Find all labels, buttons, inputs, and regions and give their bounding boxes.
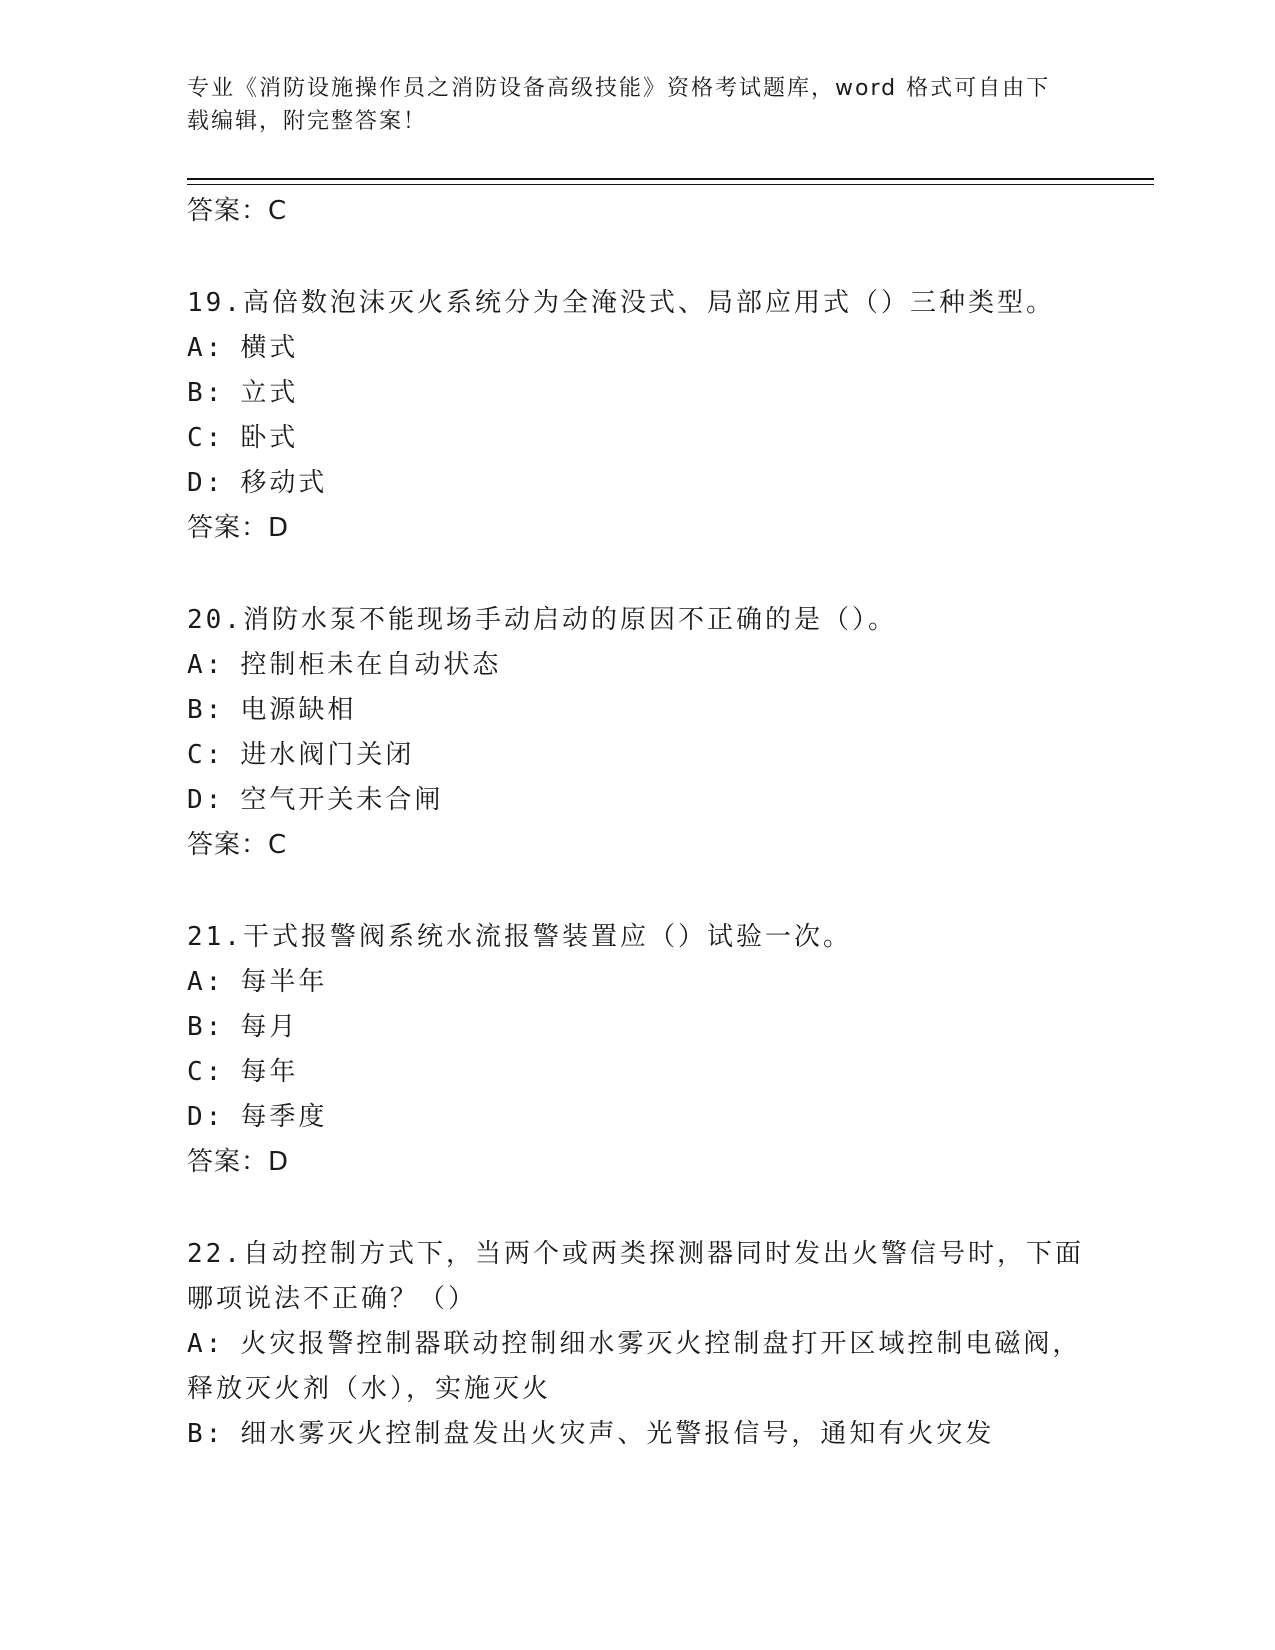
question-21-option-c [187, 1050, 1087, 1095]
question-19-option-a [187, 326, 1087, 371]
question-20-option-d [187, 778, 1087, 823]
option-text: 控制柜未在自动状态 [240, 650, 502, 680]
question-21-option-b [187, 1005, 1087, 1050]
option-text: 空气开关未合闸 [240, 785, 444, 815]
option-text: 每季度 [240, 1102, 328, 1132]
option-letter: B: [187, 695, 225, 725]
question-20 [187, 598, 1087, 868]
document-header [187, 72, 1067, 138]
question-21-option-d [187, 1095, 1087, 1140]
question-20-option-a [187, 643, 1087, 688]
option-letter: A: [187, 650, 225, 680]
question-20-answer: 答案：C [187, 830, 288, 860]
question-22-text-line-1: 22.自动控制方式下，当两个或两类探测器同时发出火警信号时，下面 [187, 1239, 1084, 1269]
option-letter: A: [187, 967, 225, 997]
option-letter: C: [187, 740, 225, 770]
option-letter: C: [187, 423, 225, 453]
question-22-option-b [187, 1412, 1087, 1457]
option-text: 每月 [240, 1012, 299, 1042]
option-text: 立式 [240, 378, 299, 408]
option-letter: B: [187, 378, 225, 408]
option-text: 进水阀门关闭 [240, 740, 415, 770]
option-letter: B: [187, 1012, 225, 1042]
header-line-1: 专业《消防设施操作员之消防设备高级技能》资格考试题库，word 格式可自由下 [187, 76, 1051, 101]
question-20-option-c [187, 733, 1087, 778]
question-19 [187, 281, 1087, 551]
previous-answer: 答案：C [187, 196, 288, 226]
question-22-option-a [187, 1322, 1087, 1367]
question-19-answer: 答案：D [187, 513, 290, 543]
option-text: 火灾报警控制器联动控制细水雾灭火控制盘打开区域控制电磁阀， [240, 1329, 1082, 1359]
question-22-option-a-continuation: 释放灭火剂（水），实施灭火 [187, 1374, 552, 1404]
option-letter: D: [187, 468, 225, 498]
question-list [187, 189, 1087, 1457]
question-20-option-b [187, 688, 1087, 733]
header-divider-thick [187, 178, 1154, 180]
option-text: 电源缺相 [240, 695, 357, 725]
question-19-option-d [187, 461, 1087, 506]
question-21-option-a [187, 960, 1087, 1005]
option-letter: D: [187, 785, 225, 815]
option-letter: D: [187, 1102, 225, 1132]
option-letter: C: [187, 1057, 225, 1087]
option-letter: A: [187, 1329, 225, 1359]
header-line-2: 载编辑，附完整答案！ [187, 109, 428, 134]
question-21 [187, 915, 1087, 1185]
option-text: 移动式 [240, 468, 328, 498]
question-20-text: 20.消防水泵不能现场手动启动的原因不正确的是（）。 [187, 605, 897, 635]
option-text: 每年 [240, 1057, 299, 1087]
question-22 [187, 1232, 1087, 1457]
option-text: 每半年 [240, 967, 328, 997]
option-text: 细水雾灭火控制盘发出火灾声、光警报信号，通知有火灾发 [240, 1419, 995, 1449]
question-19-option-c [187, 416, 1087, 461]
question-21-text: 21.干式报警阀系统水流报警装置应（）试验一次。 [187, 922, 852, 952]
question-21-answer: 答案：D [187, 1147, 290, 1177]
question-19-option-b [187, 371, 1087, 416]
question-22-text-line-2: 哪项说法不正确？（） [187, 1284, 478, 1314]
option-text: 卧式 [240, 423, 299, 453]
question-19-text: 19.高倍数泡沫灭火系统分为全淹没式、局部应用式（）三种类型。 [187, 288, 1055, 318]
option-letter: B: [187, 1419, 225, 1449]
header-divider-thin [187, 184, 1154, 185]
option-letter: A: [187, 333, 225, 363]
option-text: 横式 [240, 333, 299, 363]
